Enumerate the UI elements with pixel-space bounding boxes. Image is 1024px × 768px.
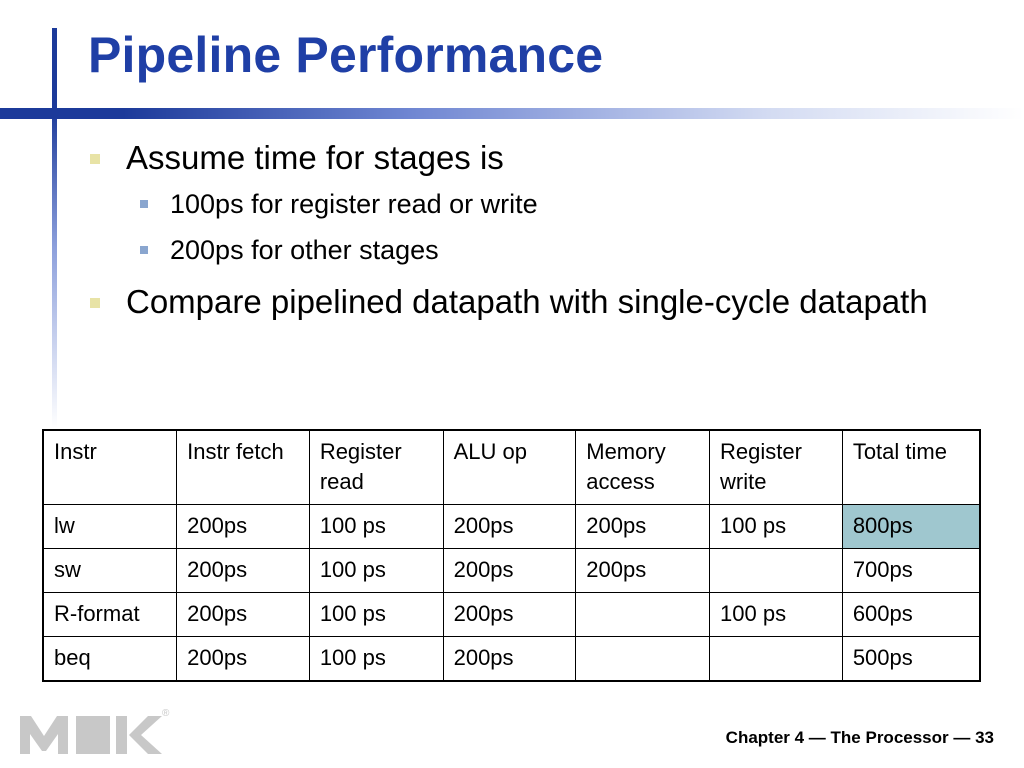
bullet-item xyxy=(88,279,988,325)
table-cell: 700ps xyxy=(842,549,980,593)
table-cell: sw xyxy=(43,549,177,593)
table-cell: 200ps xyxy=(443,593,576,637)
highlighted-total-cell: 800ps xyxy=(842,505,980,549)
header-cell: Register write xyxy=(710,430,843,505)
table-cell xyxy=(710,549,843,593)
table-cell: 100 ps xyxy=(309,505,443,549)
table-cell: 600ps xyxy=(842,593,980,637)
bullet-text: Assume time for stages is xyxy=(126,139,504,176)
bullet-text: Compare pipelined datapath with single-cycle datapath xyxy=(126,283,928,320)
header-cell: ALU op xyxy=(443,430,576,505)
header-cell: Instr fetch xyxy=(177,430,310,505)
bullet-square-icon xyxy=(140,200,148,208)
bullet-text: 200ps for other stages xyxy=(170,235,439,265)
table-row xyxy=(43,505,980,549)
table-cell: 200ps xyxy=(177,549,310,593)
table-row xyxy=(43,593,980,637)
table-cell: lw xyxy=(43,505,177,549)
table-cell: 200ps xyxy=(576,505,710,549)
table-cell: 200ps xyxy=(177,593,310,637)
header-cell: Total time xyxy=(842,430,980,505)
table-cell: 100 ps xyxy=(309,593,443,637)
table-cell xyxy=(576,637,710,682)
table-cell: 200ps xyxy=(443,637,576,682)
table-cell: R-format xyxy=(43,593,177,637)
publisher-logo xyxy=(20,708,170,763)
bullet-text: 100ps for register read or write xyxy=(170,189,538,219)
slide-footer: Chapter 4 — The Processor — 33 xyxy=(725,728,994,747)
table-cell xyxy=(710,637,843,682)
table-cell: 100 ps xyxy=(710,593,843,637)
accent-vertical-bar xyxy=(52,28,57,428)
table-cell: 100 ps xyxy=(309,637,443,682)
sub-bullet-item xyxy=(88,227,988,273)
table-cell: 200ps xyxy=(177,505,310,549)
table-cell: 200ps xyxy=(177,637,310,682)
table-cell: 100 ps xyxy=(309,549,443,593)
table-cell: 500ps xyxy=(842,637,980,682)
table-row xyxy=(43,637,980,682)
header-cell: Instr xyxy=(43,430,177,505)
svg-text:®: ® xyxy=(162,708,170,719)
bullet-list xyxy=(88,135,988,325)
table-cell: 200ps xyxy=(576,549,710,593)
bullet-square-icon xyxy=(90,154,100,164)
table-header-row xyxy=(43,430,980,505)
accent-horizontal-bar xyxy=(0,108,1024,119)
table-cell xyxy=(576,593,710,637)
table-cell: 200ps xyxy=(443,549,576,593)
slide-title: Pipeline Performance xyxy=(88,27,604,83)
table-cell: 200ps xyxy=(443,505,576,549)
mk-logo-icon xyxy=(20,708,170,758)
bullet-square-icon xyxy=(90,298,100,308)
header-cell: Register read xyxy=(309,430,443,505)
bullet-square-icon xyxy=(140,246,148,254)
stage-timing-table xyxy=(42,429,981,682)
sub-bullet-item xyxy=(88,181,988,227)
table-cell: beq xyxy=(43,637,177,682)
table-cell: 100 ps xyxy=(710,505,843,549)
table-row xyxy=(43,549,980,593)
bullet-item xyxy=(88,135,988,181)
header-cell: Memory access xyxy=(576,430,710,505)
